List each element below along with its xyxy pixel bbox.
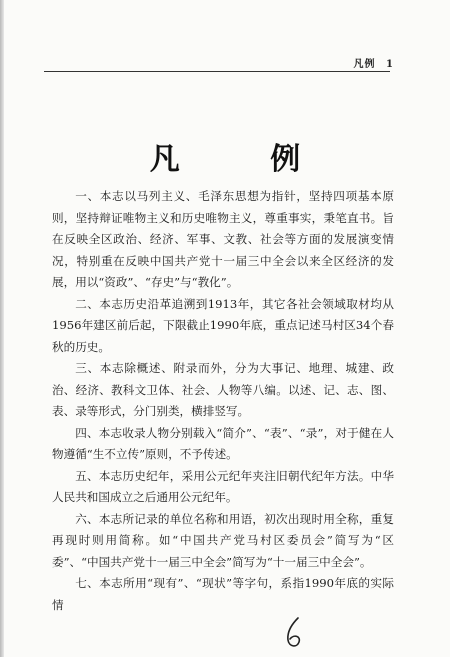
running-header: [354, 55, 394, 70]
handwritten-mark: [284, 616, 306, 650]
paragraph-5: 五、本志历史纪年，采用公元纪年夹注旧朝代纪年方法。中华人民共和国成立之后通用公元纪年。: [52, 468, 394, 504]
paragraph-2: 二、本志历史沿革追溯到1913年，其它各社会领域取材均从1956年建区前后起，下限截止1990年底，重点记述马村区34个春秋的历史。: [52, 296, 394, 354]
paragraph-6: 六、本志所记录的单位名称和用语，初次出现时用全称，重复再现时则用简称。如“中国共产党马村区委员会”简写为“区委”、“中国共产党十一届三中全会”简写为“十一届三中全会”。: [52, 511, 394, 569]
header-rule: [44, 71, 390, 72]
body-text: [52, 186, 394, 616]
paragraph-3: 三、本志除概述、附录而外，分为大事记、地理、城建、政治、经济、教科文卫体、社会、人物等八编。以述、记、志、图、表、录等形式，分门别类，横排竖写。: [52, 361, 394, 418]
running-title: 凡例: [353, 59, 376, 70]
page-binding-edge: [0, 0, 4, 657]
paragraph-7: 七、本志所用“现有”、“现状”等字句，系指1990年底的实际情: [52, 576, 394, 612]
paragraph-4: 四、本志收录人物分别载入“简介”、“表”、“录”，对于健在人物遵循“生不立传”原则，不予传述。: [52, 425, 394, 461]
page-number: 1: [386, 59, 394, 70]
page-title: 凡 例: [149, 142, 341, 177]
paragraph-1: 一、本志以马列主义、毛泽东思想为指针，坚持四项基本原则，坚持辩证唯物主义和历史唯物主义，尊重事实，秉笔直书。旨在反映全区政治、经济、军事、文教、社会等方面的发展演变情况，特别重在反映中国共产党十一届三中全会以来全区经济的发展，用以“资政”、“存史”与“教化”。: [52, 189, 394, 289]
